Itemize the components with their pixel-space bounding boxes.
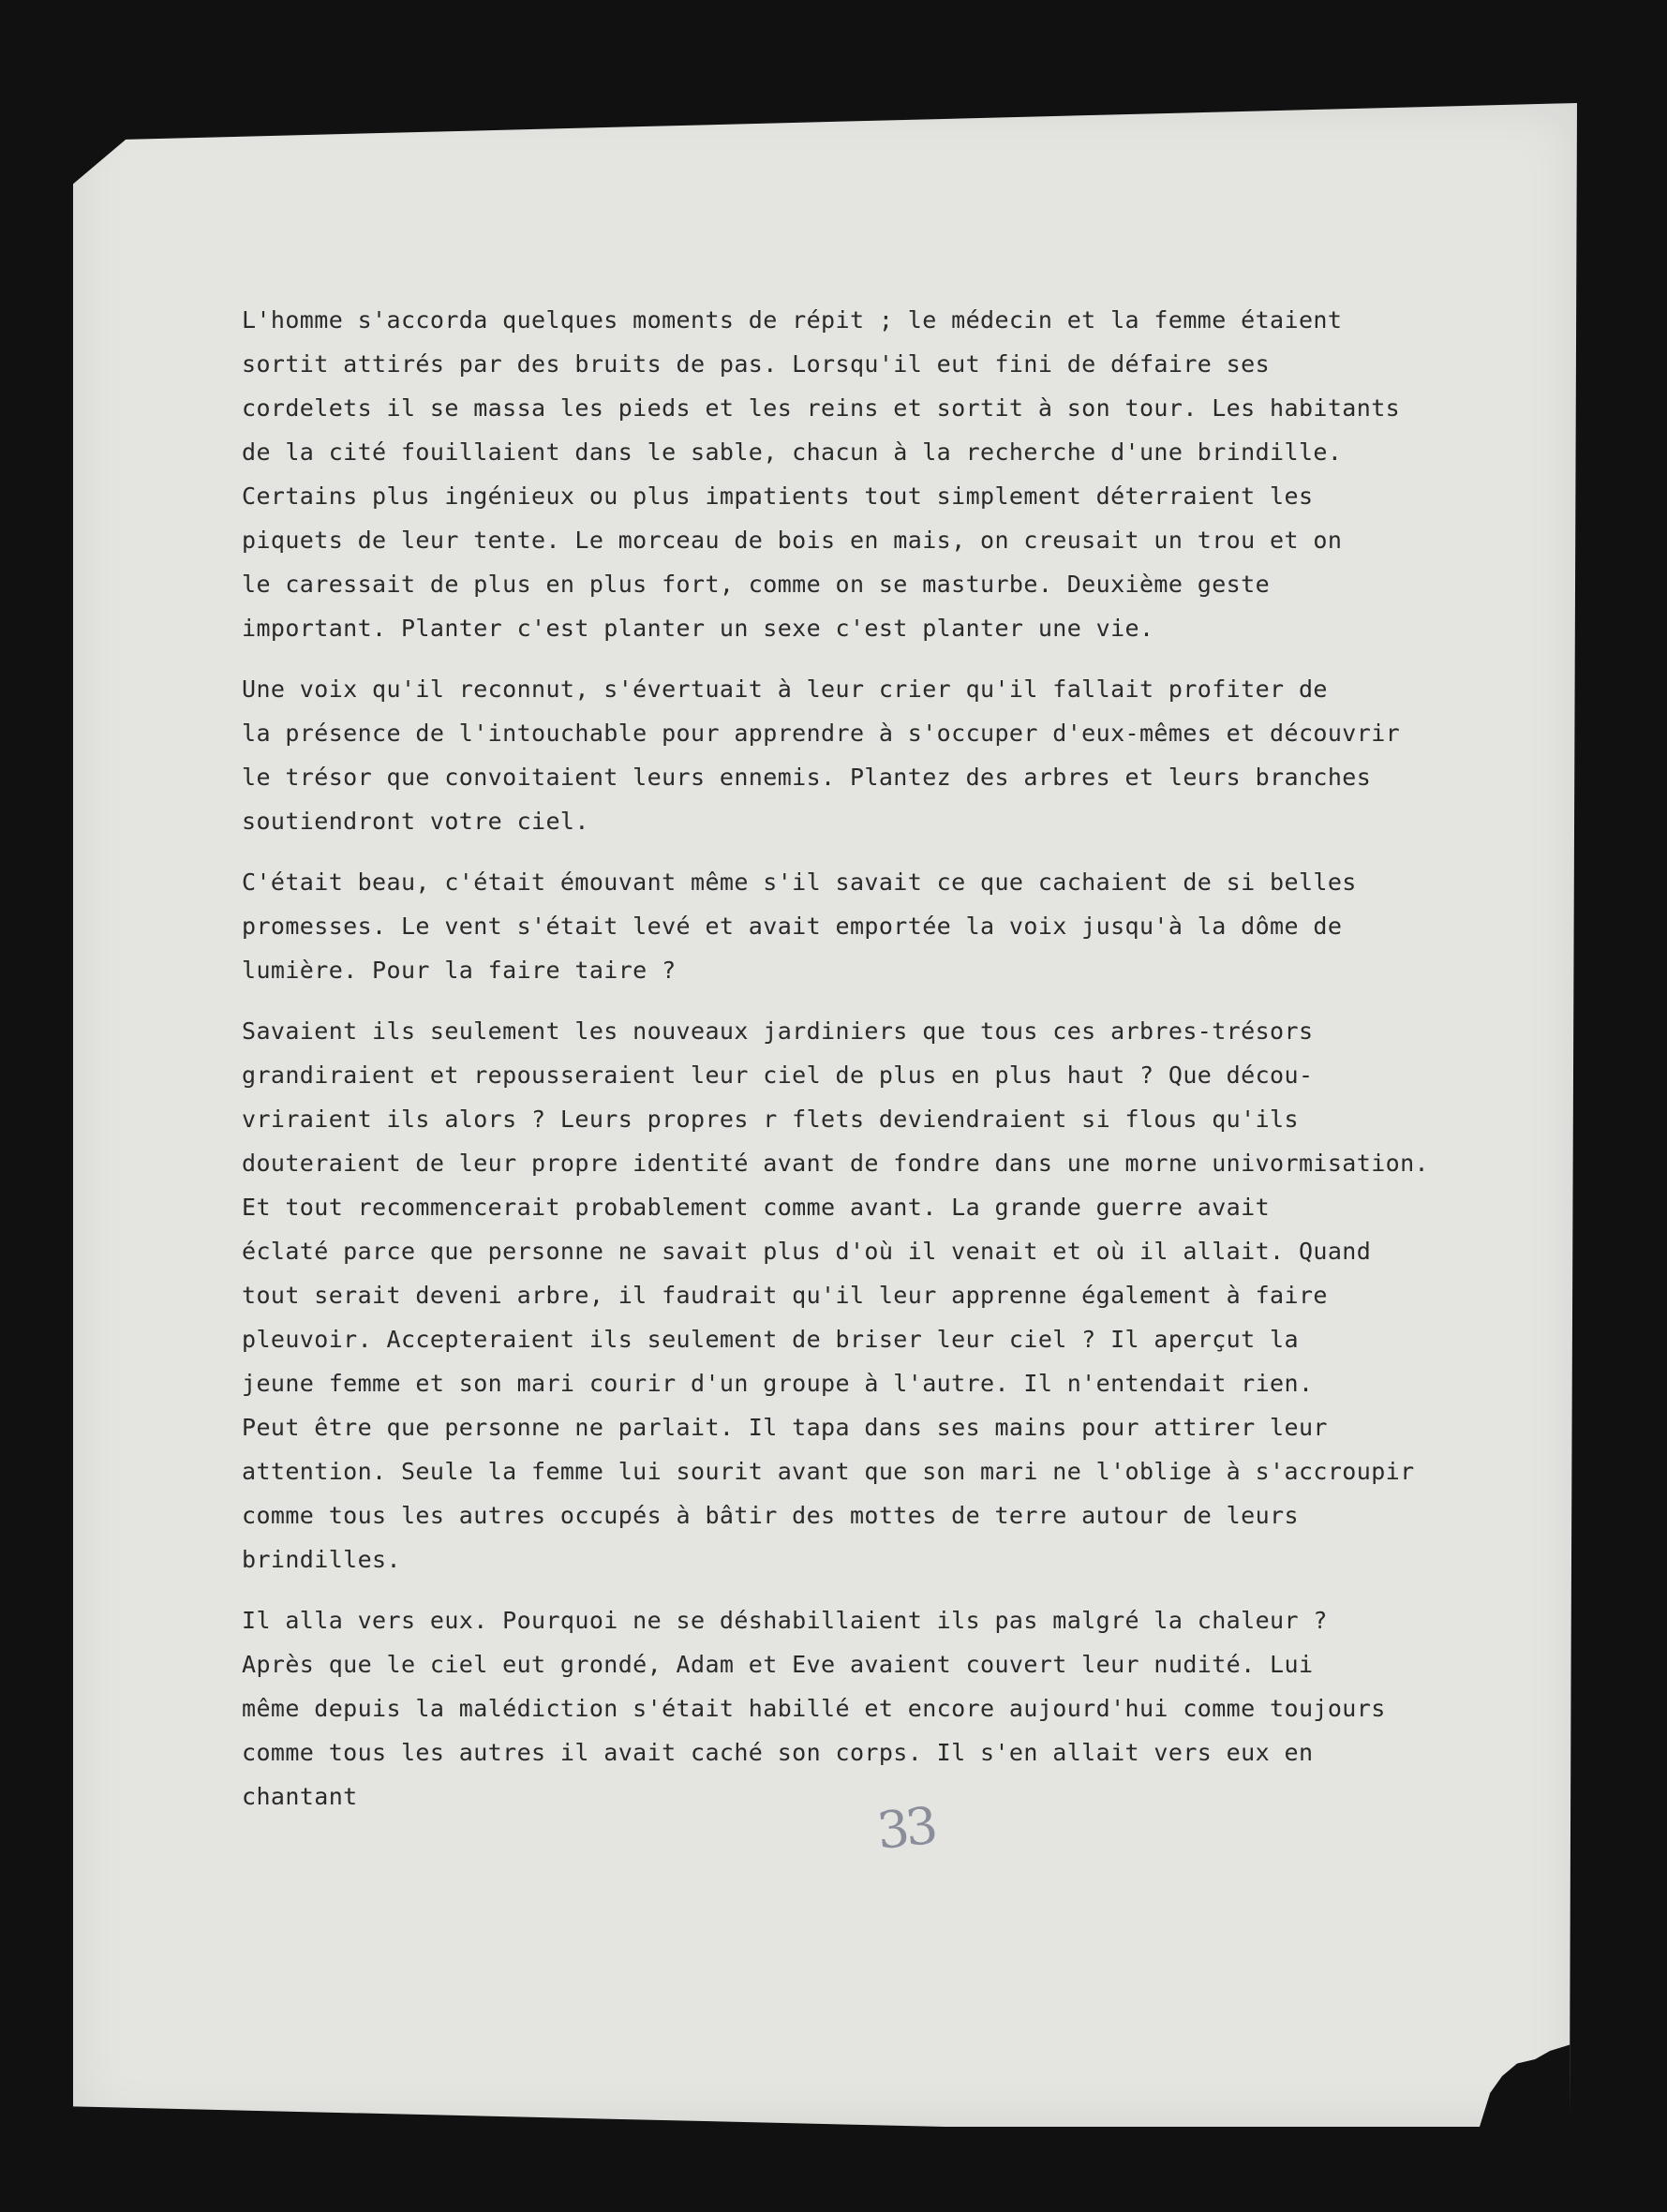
text-line: brindilles. [242,1546,401,1573]
text-line: pleuvoir. Accepteraient ils seulement de briser leur ciel ? Il aperçut la [242,1326,1299,1353]
text-line: jeune femme et son mari courir d'un groupe à l'autre. Il n'entendait rien. [242,1370,1314,1397]
text-line: soutiendront votre ciel. [242,808,589,835]
paragraph-1 [242,298,1479,650]
text-line: vriraient ils alors ? Leurs propres r flets deviendraient si flous qu'ils [242,1106,1299,1133]
text-line: Après que le ciel eut grondé, Adam et Eve avaient couvert leur nudité. Lui [242,1651,1314,1678]
text-line: tout serait deveni arbre, il faudrait qu'il leur apprenne également à faire [242,1282,1328,1309]
typed-text-block [242,298,1479,1835]
paragraph-3 [242,860,1479,992]
text-line: Une voix qu'il reconnut, s'évertuait à leur crier qu'il fallait profiter de [242,675,1328,703]
text-line: douteraient de leur propre identité avant de fondre dans une morne univormisation. [242,1150,1430,1177]
text-line: de la cité fouillaient dans le sable, chacun à la recherche d'une brindille. [242,438,1343,466]
text-line: Il alla vers eux. Pourquoi ne se déshabillaient ils pas malgré la chaleur ? [242,1607,1328,1634]
handwritten-page-number: 33 [873,1795,937,1862]
text-line: Savaient ils seulement les nouveaux jardiniers que tous ces arbres-trésors [242,1017,1314,1045]
text-line: cordelets il se massa les pieds et les reins et sortit à son tour. Les habitants [242,394,1401,422]
text-line: grandiraient et repousseraient leur ciel de plus en plus haut ? Que décou- [242,1061,1314,1089]
text-line: C'était beau, c'était émouvant même s'il savait ce que cachaient de si belles [242,868,1357,896]
paragraph-4 [242,1009,1479,1581]
text-line: Certains plus ingénieux ou plus impatients tout simplement déterraient les [242,482,1314,510]
paragraph-2 [242,667,1479,843]
paragraph-5 [242,1598,1479,1819]
text-line: éclaté parce que personne ne savait plus d'où il venait et où il allait. Quand [242,1238,1372,1265]
text-line: comme tous les autres occupés à bâtir des mottes de terre autour de leurs [242,1502,1299,1529]
text-line: attention. Seule la femme lui sourit avant que son mari ne l'oblige à s'accroupir [242,1458,1415,1485]
text-line: L'homme s'accorda quelques moments de répit ; le médecin et la femme étaient [242,306,1343,334]
text-line: Peut être que personne ne parlait. Il tapa dans ses mains pour attirer leur [242,1414,1328,1441]
text-line: la présence de l'intouchable pour apprendre à s'occuper d'eux-mêmes et découvrir [242,720,1401,747]
text-line: important. Planter c'est planter un sexe c'est planter une vie. [242,615,1154,642]
text-line: le caressait de plus en plus fort, comme on se masturbe. Deuxième geste [242,571,1271,598]
text-line: comme tous les autres il avait caché son corps. Il s'en allait vers eux en [242,1739,1314,1766]
text-line: même depuis la malédiction s'était habillé et encore aujourd'hui comme toujours [242,1695,1386,1722]
text-line: chantant [242,1783,358,1810]
text-line: promesses. Le vent s'était levé et avait emportée la voix jusqu'à la dôme de [242,913,1343,940]
text-line: Et tout recommencerait probablement comme avant. La grande guerre avait [242,1194,1271,1221]
text-line: sortit attirés par des bruits de pas. Lorsqu'il eut fini de défaire ses [242,350,1271,378]
text-line: piquets de leur tente. Le morceau de bois en mais, on creusait un trou et on [242,527,1343,554]
text-line: le trésor que convoitaient leurs ennemis. Plantez des arbres et leurs branches [242,764,1372,791]
text-line: lumière. Pour la faire taire ? [242,957,677,984]
